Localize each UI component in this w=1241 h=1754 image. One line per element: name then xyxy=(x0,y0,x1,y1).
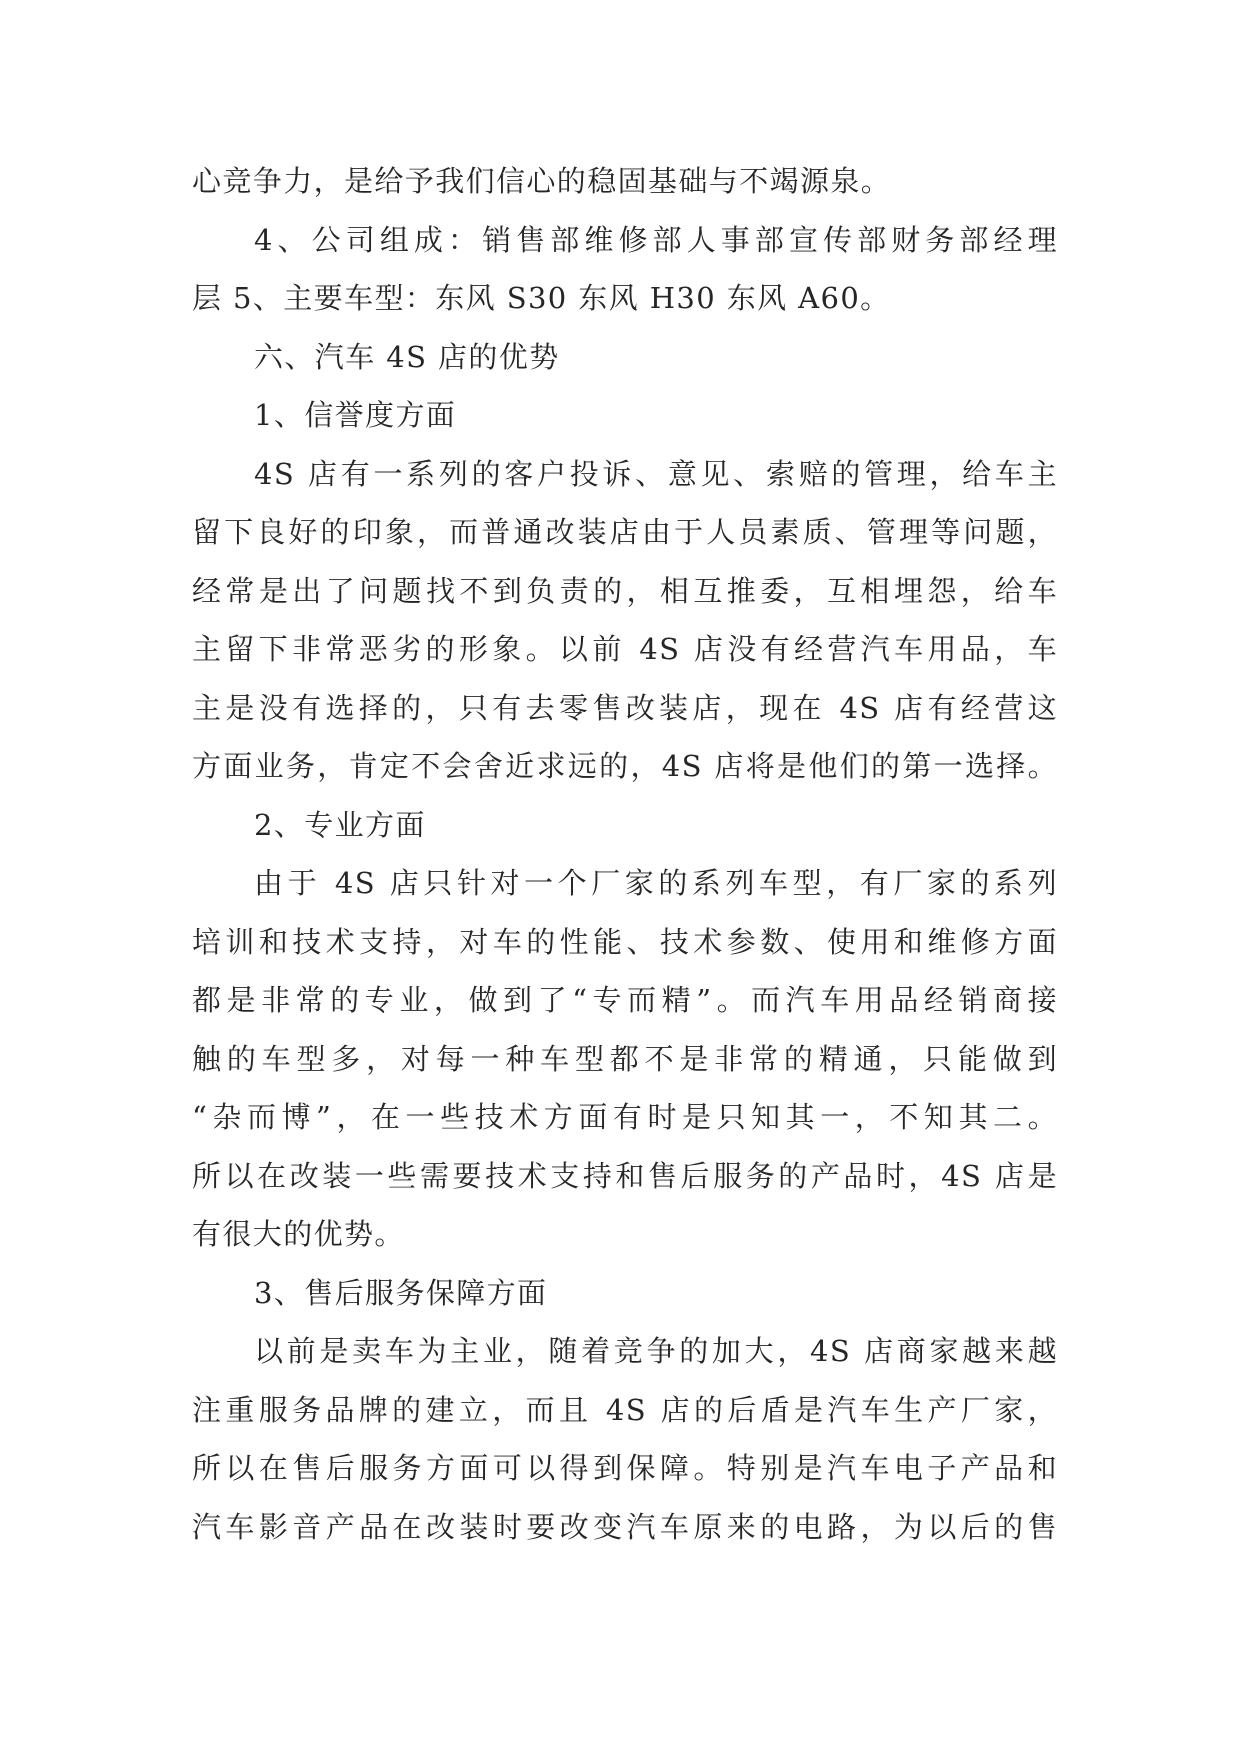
text-line: 有很大的优势。 xyxy=(192,1217,405,1251)
document-body xyxy=(192,152,1058,1556)
text-line: 主是没有选择的，只有去零售改装店，现在 4S 店有经营这 xyxy=(192,690,1058,725)
text-line: 所以在改装一些需要技术支持和售后服务的产品时，4S 店是 xyxy=(192,1158,1058,1193)
text-line: 注重服务品牌的建立，而且 4S 店的后盾是汽车生产厂家， xyxy=(192,1392,1058,1427)
text-line: 由于 4S 店只针对一个厂家的系列车型，有厂家的系列 xyxy=(254,866,1058,900)
text-line: 六、汽车 4S 店的优势 xyxy=(254,339,560,374)
text-line: 4S 店有一系列的客户投诉、意见、索赔的管理，给车主 xyxy=(254,456,1058,491)
text-line: 留下良好的印象，而普通改装店由于人员素质、管理等问题， xyxy=(192,515,1058,549)
text-line: 培训和技术支持，对车的性能、技术参数、使用和维修方面 xyxy=(192,924,1058,959)
text-line: 都是非常的专业，做到了“专而精”。而汽车用品经销商接 xyxy=(192,983,1058,1017)
text-line: 主留下非常恶劣的形象。以前 4S 店没有经营汽车用品，车 xyxy=(192,632,1058,666)
text-line: 触的车型多，对每一种车型都不是非常的精通，只能做到 xyxy=(192,1041,1058,1076)
text-line: 所以在售后服务方面可以得到保障。特别是汽车电子产品和 xyxy=(192,1451,1058,1485)
text-line: 经常是出了问题找不到负责的，相互推委，互相埋怨，给车 xyxy=(192,573,1058,608)
text-line: 以前是卖车为主业，随着竞争的加大，4S 店商家越来越 xyxy=(254,1334,1058,1368)
text-line: 3、售后服务保障方面 xyxy=(254,1275,548,1310)
text-line: 方面业务，肯定不会舍近求远的，4S 店将是他们的第一选择。 xyxy=(192,749,1058,783)
text-line: 心竞争力，是给予我们信心的稳固基础与不竭源泉。 xyxy=(192,164,892,198)
text-line: 汽车影音产品在改装时要改变汽车原来的电路，为以后的售 xyxy=(192,1509,1058,1544)
text-line: 2、专业方面 xyxy=(254,807,426,842)
text-line: “杂而博”，在一些技术方面有时是只知其一，不知其二。 xyxy=(192,1100,1058,1134)
text-line: 1、信誉度方面 xyxy=(254,398,457,432)
text-line: 4、公司组成：销售部维修部人事部宣传部财务部经理 xyxy=(254,222,1058,257)
text-line: 层 5、主要车型：东风 S30 东风 H30 东风 A60。 xyxy=(192,281,891,315)
